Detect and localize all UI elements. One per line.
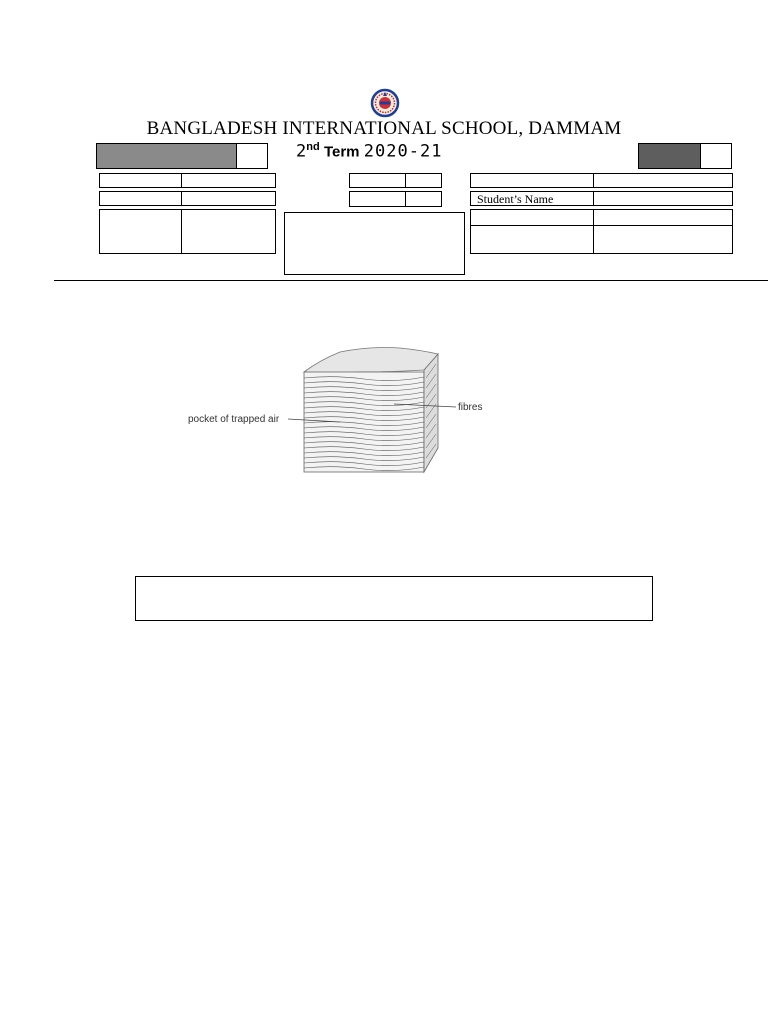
left-table-label-1 — [99, 173, 182, 188]
student-name-label — [470, 191, 594, 206]
right-table-label-3 — [470, 209, 594, 226]
right-table-value-1[interactable] — [593, 173, 733, 188]
right-table-label-4 — [470, 225, 594, 254]
middle-table-value-2[interactable] — [405, 191, 442, 207]
left-table-value-3[interactable] — [181, 209, 276, 254]
subject-code-shaded-box — [96, 143, 237, 169]
middle-table-label-1 — [349, 173, 406, 188]
term-ordinal: 2 — [296, 141, 307, 162]
left-table-value-2[interactable] — [181, 191, 276, 206]
middle-table-value-1[interactable] — [405, 173, 442, 188]
grade-shaded-box — [638, 143, 701, 169]
grade-box — [700, 143, 732, 169]
left-table-label-2 — [99, 191, 182, 206]
header-divider — [54, 280, 768, 281]
label-trapped-air: pocket of trapped air — [188, 414, 280, 425]
middle-table-label-2 — [349, 191, 406, 207]
subject-code-box — [236, 143, 268, 169]
school-name: BANGLADESH INTERNATIONAL SCHOOL, DAMMAM — [146, 118, 622, 139]
student-name-label-text: Student’s Name — [477, 192, 554, 206]
marks-box[interactable] — [284, 212, 465, 275]
insulation-fibres-diagram — [180, 338, 500, 488]
term-word: Term — [323, 143, 360, 161]
left-table-label-3 — [99, 209, 182, 254]
academic-year: 2020-21 — [363, 141, 443, 162]
label-fibres: fibres — [458, 402, 483, 413]
answer-box[interactable] — [135, 576, 653, 621]
term-ordinal-suffix: nd — [306, 141, 320, 153]
right-table-value-4[interactable] — [593, 225, 733, 254]
student-name-field[interactable] — [593, 191, 733, 206]
left-table-value-1[interactable] — [181, 173, 276, 188]
term-heading — [296, 141, 442, 162]
school-crest-icon — [370, 88, 400, 118]
right-table-label-1 — [470, 173, 594, 188]
right-table-value-3[interactable] — [593, 209, 733, 226]
